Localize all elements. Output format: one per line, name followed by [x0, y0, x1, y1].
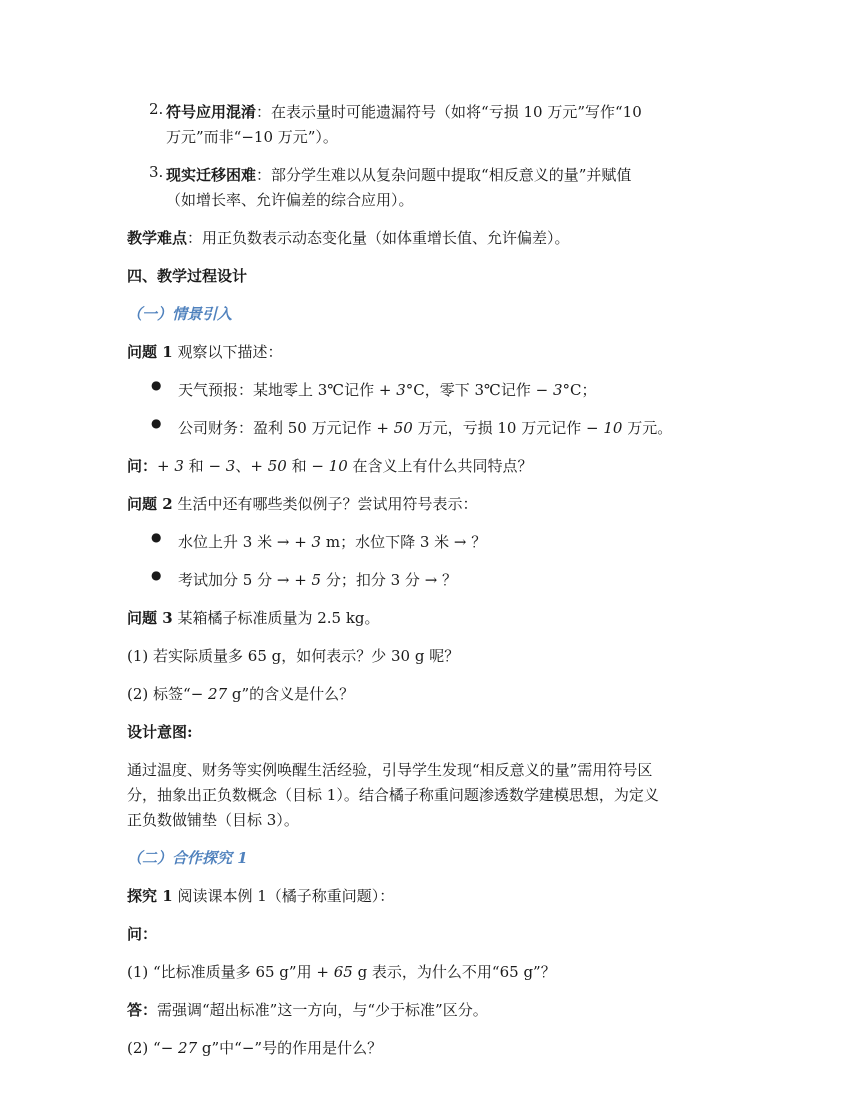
- question-1-label: 问题 1: [127, 343, 173, 361]
- list-number: 3.: [149, 163, 164, 181]
- bullet-icon: ●: [151, 378, 162, 392]
- bullet-text: 公司财务：盈利 50 万元记作 + 50 万元，亏损 10 万元记作 − 10 万元。: [178, 419, 673, 437]
- bullet-text: 考试加分 5 分 → + 5 分；扣分 3 分 → ？: [178, 571, 458, 589]
- bullet-icon: ●: [151, 416, 162, 430]
- design-intent-text: 通过温度、财务等实例唤醒生活经验，引导学生发现“相反意义的量”需用符号区 分，抽象出正负数概念（目标 1）。结合橘子称重问题渗透数学建模思想，为定义 正负数做铺垫（目标 3）。: [127, 761, 659, 829]
- item-line1: 在表示量时可能遗漏符号（如将“亏损 10 万元”写作“10: [271, 103, 642, 121]
- question-3: [127, 606, 737, 631]
- answer-1: 答：需强调“超出标准”这一方向，与“少于标准”区分。: [127, 1001, 488, 1019]
- common-feature-question: 问：+ 3 和 − 3、+ 50 和 − 10 在含义上有什么共同特点？: [127, 457, 533, 475]
- section-4-title: 四、教学过程设计: [127, 267, 248, 285]
- question-3-part-1: (1) 若实际质量多 65 g，如何表示？少 30 g 呢？: [127, 647, 460, 665]
- ask-label: 问：: [127, 925, 158, 943]
- ask-2: (2) “− 27 g”中“−”号的作用是什么？: [127, 1039, 383, 1057]
- item-label: 符号应用混淆: [166, 103, 257, 121]
- key-difficulty: [127, 226, 737, 251]
- question-2-text: 生活中还有哪些类似例子？尝试用符号表示：: [172, 495, 478, 513]
- q1-bullet-finance: [127, 416, 737, 441]
- question-3-label: 问题 3: [127, 609, 173, 627]
- item-line2: （如增长率、允许偏差的综合应用）。: [166, 191, 414, 209]
- difficulty-item-3: [127, 163, 737, 213]
- q2-bullet-water: [127, 530, 737, 555]
- question-2: [127, 492, 737, 517]
- list-item-body: [166, 163, 737, 213]
- ask-1: (1) “比标准质量多 65 g”用 + 65 g 表示，为什么不用“65 g”？: [127, 963, 556, 981]
- explore-1-text: 阅读课本例 1（橘子称重问题）：: [172, 887, 395, 905]
- item-line1: 部分学生难以从复杂问题中提取“相反意义的量”并赋值: [271, 166, 632, 184]
- bullet-icon: ●: [151, 530, 162, 544]
- subsection-2-title: （二）合作探究 1: [127, 849, 248, 867]
- difficulty-item-2: [127, 100, 737, 150]
- list-item-body: [166, 100, 737, 150]
- q1-bullet-weather: [127, 378, 737, 403]
- list-number: 2.: [149, 100, 164, 118]
- key-difficulty-label: 教学难点: [127, 229, 188, 247]
- key-difficulty-text: ：用正负数表示动态变化量（如体重增长值、允许偏差）。: [187, 229, 570, 247]
- question-3-part-2: (2) 标签“− 27 g”的含义是什么？: [127, 685, 355, 703]
- bullet-icon: ●: [151, 568, 162, 582]
- subsection-1-title: （一）情景引入: [127, 305, 233, 323]
- item-line2: 万元”而非“−10 万元”）。: [166, 128, 338, 146]
- item-label: 现实迁移困难: [166, 166, 257, 184]
- bullet-text: 天气预报：某地零上 3℃记作 + 3°C，零下 3℃记作 − 3°C；: [178, 381, 597, 399]
- question-2-label: 问题 2: [127, 495, 173, 513]
- question-3-text: 某箱橘子标准质量为 2.5 kg。: [172, 609, 380, 627]
- explore-1: [127, 884, 737, 909]
- bullet-text: 水位上升 3 米 → + 3 m；水位下降 3 米 → ？: [178, 533, 487, 551]
- design-intent-label: 设计意图:: [127, 723, 193, 741]
- item-sep: ：: [256, 103, 272, 121]
- question-1: [127, 340, 737, 365]
- explore-1-label: 探究 1: [127, 887, 173, 905]
- item-sep: ：: [256, 166, 272, 184]
- q2-bullet-exam: [127, 568, 737, 593]
- question-1-text: 观察以下描述：: [172, 343, 283, 361]
- document-content: [127, 100, 737, 1061]
